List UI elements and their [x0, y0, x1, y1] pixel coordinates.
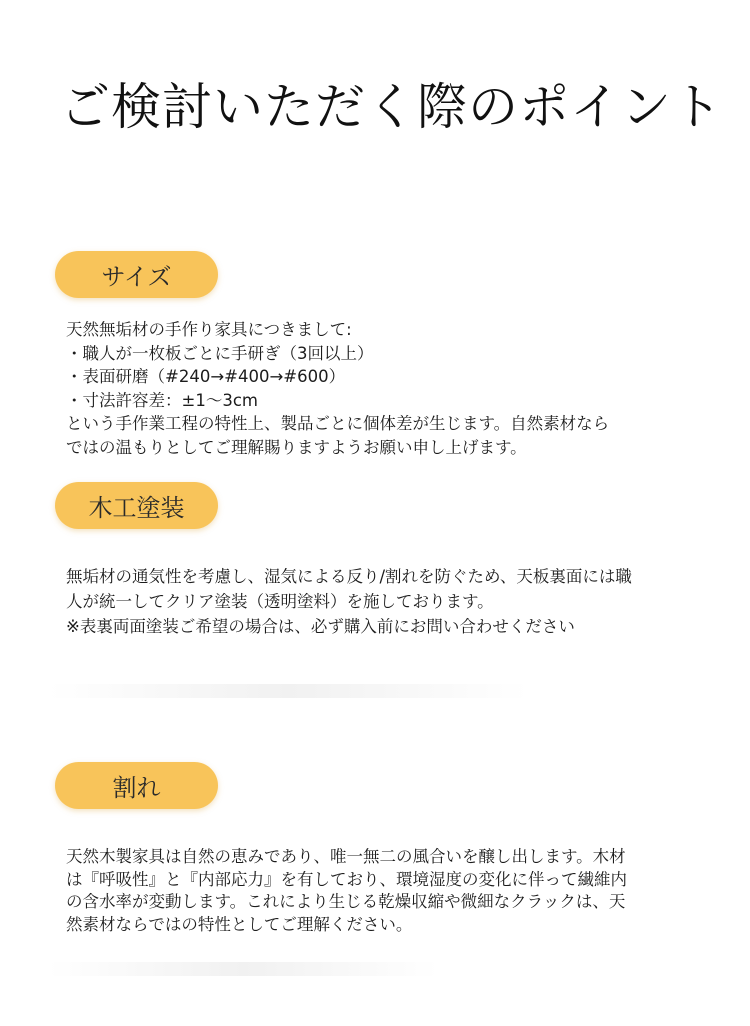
text-line: 天然木製家具は自然の恵みであり、唯一無二の風合いを醸し出します。木材	[66, 847, 626, 866]
text-line: ・職人が一枚板ごとに手研ぎ（3回以上）	[66, 343, 374, 363]
text-line: ではの温もりとしてご理解賜りますようお願い申し上げます。	[66, 437, 527, 457]
section-body-cracks	[66, 846, 706, 936]
page-title: ご検討いただく際のポイント	[60, 78, 723, 136]
text-line: 人が統一してクリア塗装（透明塗料）を施しております。	[66, 592, 494, 611]
faint-decoration	[48, 684, 528, 698]
section-heading-cracks: 割れ	[55, 762, 218, 809]
text-line: 無垢材の通気性を考慮し、湿気による反り/割れを防ぐため、天板裏面には職	[66, 567, 632, 586]
text-line: ※表裏両面塗装ご希望の場合は、必ず購入前にお問い合わせください	[66, 617, 575, 636]
text-line: の含水率が変動します。これにより生じる乾燥収縮や微細なクラックは、天	[66, 892, 626, 911]
section-body-size	[66, 318, 706, 459]
faint-decoration	[48, 962, 438, 976]
text-line: という手作業工程の特性上、製品ごとに個体差が生じます。自然素材なら	[66, 414, 610, 433]
text-line: は『呼吸性』と『内部応力』を有しており、環境湿度の変化に伴って繊維内	[66, 869, 627, 889]
section-body-wood-coating	[66, 564, 706, 639]
section-heading-size: サイズ	[55, 251, 218, 298]
text-line: 天然無垢材の手作り家具につきまして:	[66, 320, 352, 339]
text-line: 然素材ならではの特性としてご理解ください。	[66, 914, 413, 934]
section-heading-wood-coating: 木工塗装	[55, 482, 218, 529]
text-line: ・表面研磨（#240→#400→#600）	[66, 367, 346, 386]
text-line: ・寸法許容差：±1～3cm	[66, 390, 258, 410]
